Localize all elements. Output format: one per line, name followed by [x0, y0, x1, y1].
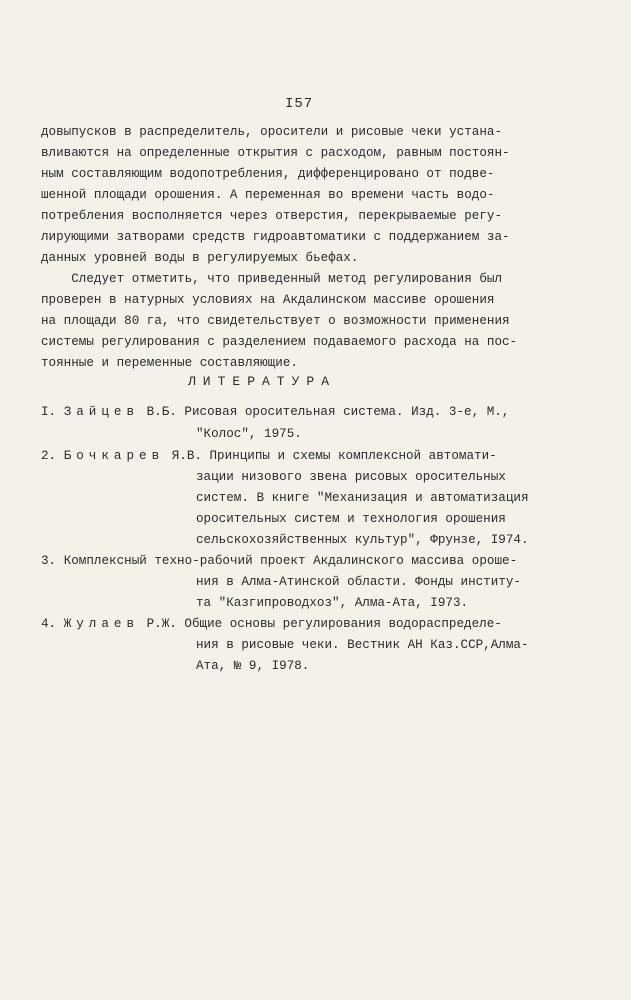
reference-line: оросительных систем и технология орошения [196, 512, 506, 526]
paragraph-line: Следует отметить, что приведенный метод регулирования был [41, 272, 503, 286]
paragraph-line: данных уровней воды в регулируемых бьефах. [41, 251, 359, 265]
reference-number: I. [41, 405, 57, 419]
reference-line: зации низового звена рисовых оросительных [196, 470, 506, 484]
reference-text: Р.Ж. Общие основы регулирования водораспределе- [139, 617, 502, 631]
paragraph-line: довыпусков в распределитель, оросители и рисовые чеки устана- [41, 125, 503, 139]
paragraph-line: проверен в натурных условиях на Акдалинском массиве орошения [41, 293, 495, 307]
reference-line: Ата, № 9, I978. [196, 659, 310, 673]
reference-item [41, 553, 517, 569]
reference-text: Я.В. Принципы и схемы комплексной автомати- [164, 449, 497, 463]
paragraph-line: шенной площади орошения. А переменная во времени часть водо- [41, 188, 495, 202]
paragraph-line: потребления восполняется через отверстия, перекрываемые регу- [41, 209, 503, 223]
paragraph-line: на площади 80 га, что свидетельствует о возможности применения [41, 314, 510, 328]
reference-item [41, 448, 497, 464]
reference-number: 4. [41, 617, 57, 631]
reference-item [41, 404, 509, 420]
reference-text: Комплексный техно-рабочий проект Акдалинского массива ороше- [63, 554, 518, 568]
reference-author: Зайцев [63, 405, 140, 419]
paragraph-line: ным составляющим водопотребления, дифференцировано от подве- [41, 167, 495, 181]
reference-author: Жулаев [63, 617, 140, 631]
reference-line: ния в Алма-Атинской области. Фонды институ- [196, 575, 521, 589]
reference-line: та "Казгипроводхоз", Алма-Ата, I973. [196, 596, 469, 610]
paragraph-line: системы регулирования с разделением подаваемого расхода на пос- [41, 335, 518, 349]
paragraph-line: лирующими затворами средств гидроавтоматики с поддержанием за- [41, 230, 510, 244]
reference-line: ния в рисовые чеки. Вестник АН Каз.ССР,Алма- [196, 638, 529, 652]
paragraph-line: тоянные и переменные составляющие. [41, 356, 298, 370]
reference-line: сельскохозяйственных культур", Фрунзе, I974. [196, 533, 529, 547]
page-number: I57 [285, 96, 314, 112]
reference-number: 3. [41, 554, 57, 568]
literature-heading: ЛИТЕРАТУРА [188, 374, 337, 389]
reference-text: В.Б. Рисовая оросительная система. Изд. 3-е, М., [139, 405, 510, 419]
reference-line: систем. В книге "Механизация и автоматизация [196, 491, 529, 505]
reference-line: "Колос", 1975. [196, 427, 302, 441]
reference-author: Бочкарев [63, 449, 165, 463]
paragraph-line: вливаются на определенные открытия с расходом, равным постоян- [41, 146, 510, 160]
reference-number: 2. [41, 449, 57, 463]
reference-item [41, 616, 502, 632]
